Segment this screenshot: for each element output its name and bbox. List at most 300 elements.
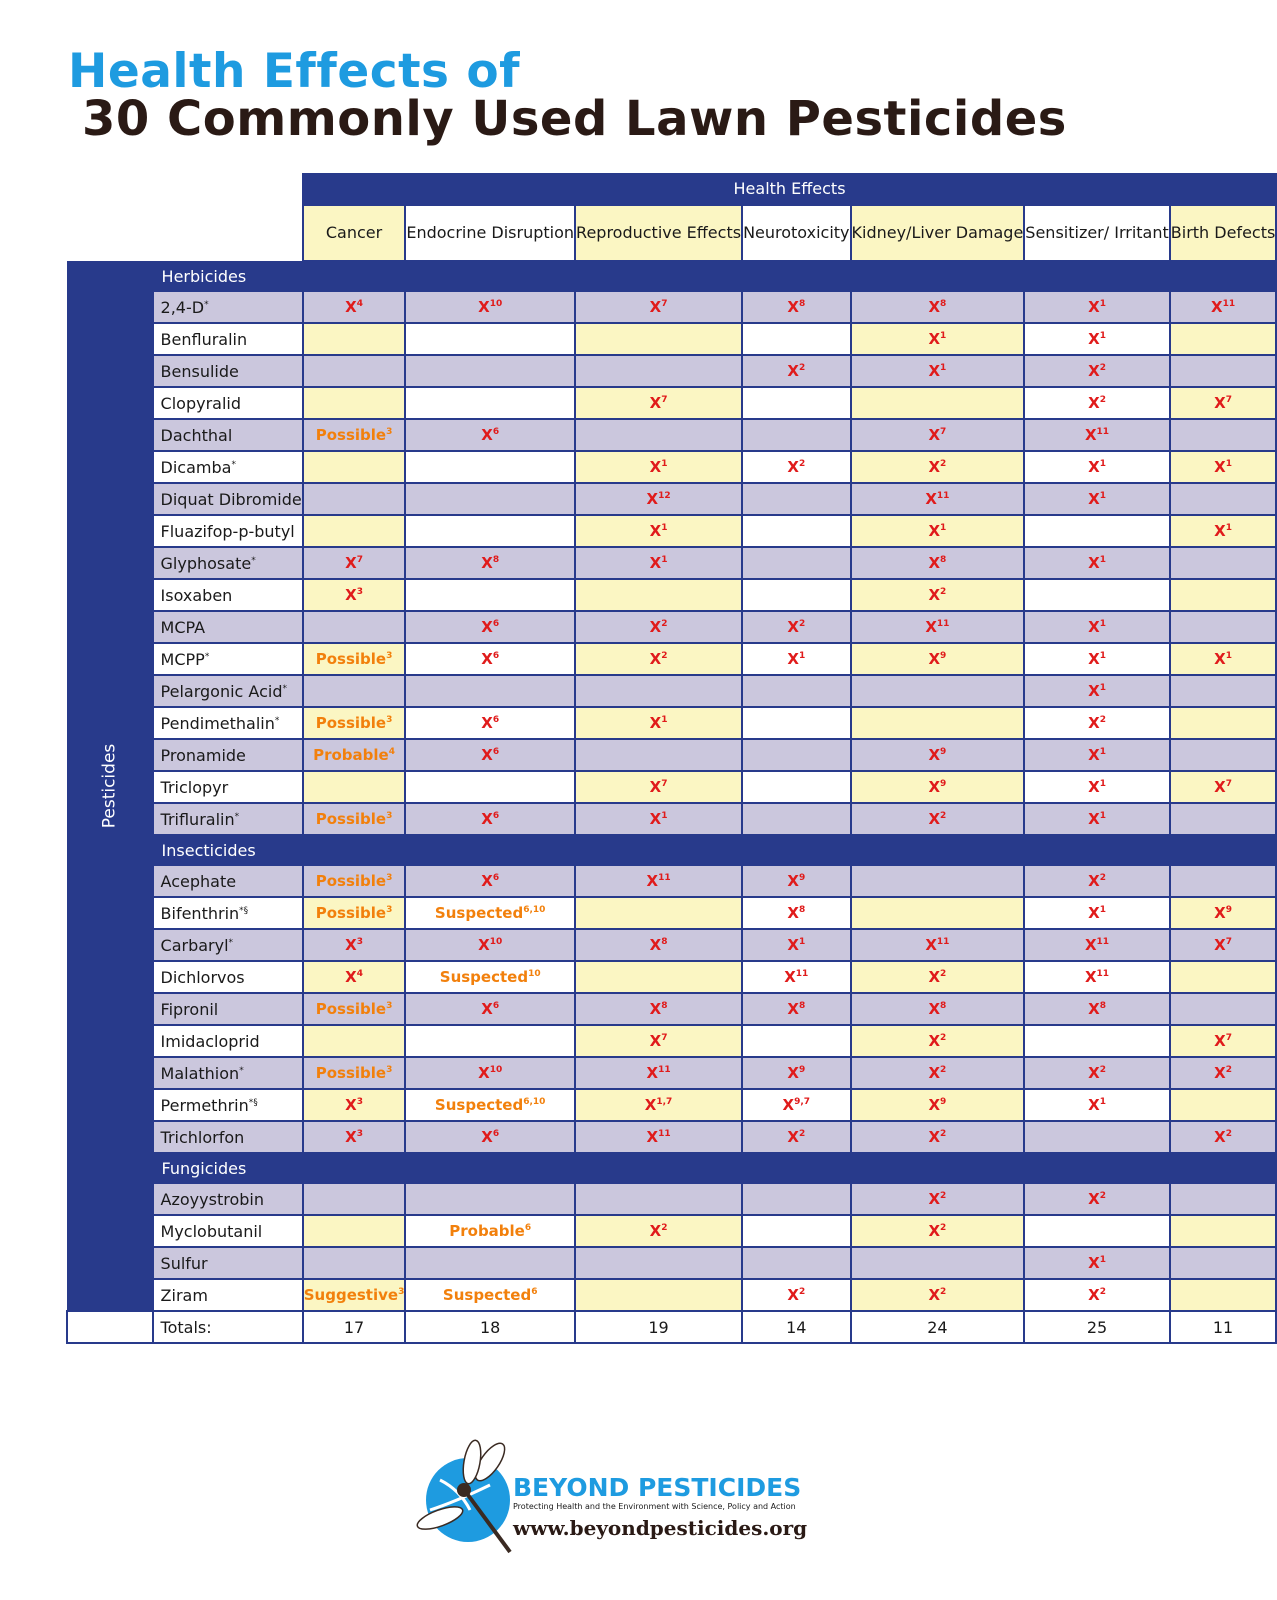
effect-cell — [742, 323, 850, 355]
effect-cell — [1024, 451, 1169, 483]
section-header: Fungicides — [153, 1153, 1277, 1183]
effect-cell — [1024, 1025, 1169, 1057]
effect-marker: $X^2$ — [1088, 1064, 1106, 1082]
table-row — [67, 1215, 1276, 1247]
effect-cell — [742, 707, 850, 739]
effect-marker: $X^1$ — [1088, 1254, 1106, 1272]
pesticide-name: MCPP* — [153, 643, 303, 675]
effect-marker: $X^{11}$ — [646, 1128, 671, 1146]
effect-cell — [742, 611, 850, 643]
effect-marker: Possible$^3$ — [315, 904, 393, 922]
effect-cell — [742, 291, 850, 323]
effect-marker: $X^2$ — [649, 1222, 668, 1240]
effect-cell — [405, 643, 575, 675]
effect-cell — [851, 1247, 1025, 1279]
effect-cell — [1170, 611, 1277, 643]
effect-cell — [1170, 707, 1277, 739]
effect-cell — [1024, 1089, 1169, 1121]
pesticide-name: Carbaryl* — [153, 929, 303, 961]
effect-cell — [742, 675, 850, 707]
effect-marker: $X^{10}$ — [478, 936, 503, 954]
effect-cell — [1024, 1215, 1169, 1247]
effect-marker: $X^1$ — [787, 650, 806, 668]
effect-cell — [1024, 579, 1169, 611]
effect-cell — [1170, 1215, 1277, 1247]
table-row — [67, 961, 1276, 993]
footnote-mark: * — [251, 555, 256, 566]
table-row — [67, 451, 1276, 483]
effect-marker: Possible$^3$ — [315, 714, 393, 732]
effect-cell — [405, 579, 575, 611]
table-body — [67, 173, 1276, 1343]
effect-marker: Probable$^6$ — [449, 1222, 532, 1240]
effect-marker: $X^1$ — [1088, 458, 1106, 476]
table-row — [67, 1183, 1276, 1215]
effect-cell — [405, 451, 575, 483]
effect-cell — [1024, 1057, 1169, 1089]
effect-marker: $X^6$ — [481, 1128, 500, 1146]
effect-marker: $X^2$ — [1088, 1286, 1106, 1304]
section-header: Herbicides — [153, 261, 1277, 291]
pesticide-name: Triclopyr — [153, 771, 303, 803]
effect-cell — [405, 323, 575, 355]
effect-cell — [405, 291, 575, 323]
effect-marker: $X^8$ — [928, 298, 947, 316]
effect-marker: $X^6$ — [481, 872, 500, 890]
effect-cell — [1024, 1183, 1169, 1215]
effect-cell — [405, 611, 575, 643]
effect-marker: $X^3$ — [345, 586, 363, 604]
effect-marker: $X^7$ — [649, 298, 668, 316]
effect-marker: $X^{10}$ — [478, 1064, 503, 1082]
effect-cell — [575, 1279, 742, 1311]
effect-marker: $X^2$ — [928, 1286, 947, 1304]
pesticide-name: Azoyystrobin — [153, 1183, 303, 1215]
effect-cell — [851, 707, 1025, 739]
effect-cell — [1170, 865, 1277, 897]
effect-marker: $X^6$ — [481, 810, 500, 828]
effect-cell — [742, 1025, 850, 1057]
effect-cell — [575, 897, 742, 929]
effect-cell — [742, 803, 850, 835]
effect-cell — [1024, 961, 1169, 993]
effect-marker: $X^6$ — [481, 714, 500, 732]
effect-cell — [405, 1121, 575, 1153]
effect-cell — [405, 515, 575, 547]
effect-cell — [405, 387, 575, 419]
effect-cell — [405, 483, 575, 515]
effect-marker: $X^{11}$ — [925, 618, 950, 636]
column-header: Kidney/Liver Damage — [851, 205, 1025, 261]
pesticide-name: Fluazifop-p-butyl — [153, 515, 303, 547]
total-value: 25 — [1024, 1311, 1169, 1343]
effect-marker: $X^7$ — [649, 1032, 668, 1050]
effect-cell — [1170, 897, 1277, 929]
effect-cell — [575, 579, 742, 611]
effect-cell — [405, 961, 575, 993]
effect-cell — [851, 451, 1025, 483]
effect-marker: $X^2$ — [928, 810, 947, 828]
table-row — [67, 611, 1276, 643]
footnote-mark: * — [231, 459, 236, 470]
pesticide-name: Malathion* — [153, 1057, 303, 1089]
pesticide-name: Pendimethalin* — [153, 707, 303, 739]
pesticide-name: Bensulide — [153, 355, 303, 387]
org-url[interactable]: www.beyondpesticides.org — [513, 1516, 808, 1540]
effect-cell — [742, 387, 850, 419]
effect-cell — [303, 1247, 406, 1279]
effect-cell — [1024, 643, 1169, 675]
footnote-mark: *§ — [239, 905, 249, 916]
effect-cell — [851, 1089, 1025, 1121]
effect-marker: Suspected$^{6,10}$ — [434, 1096, 546, 1114]
effect-cell — [303, 1279, 406, 1311]
effect-marker: X$^{9,7}$ — [782, 1096, 811, 1114]
effect-marker: $X^7$ — [928, 426, 947, 444]
column-header: Cancer — [303, 205, 406, 261]
table-row — [67, 897, 1276, 929]
effect-marker: $X^6$ — [481, 650, 500, 668]
pesticide-name: Benfluralin — [153, 323, 303, 355]
effect-cell — [575, 483, 742, 515]
effect-cell — [1024, 675, 1169, 707]
effect-marker: Possible$^3$ — [315, 650, 393, 668]
effect-cell — [1024, 355, 1169, 387]
effect-marker: $X^2$ — [928, 1032, 947, 1050]
table-row — [67, 865, 1276, 897]
effect-cell — [575, 355, 742, 387]
table-row — [67, 1025, 1276, 1057]
effect-marker: $X^{11}$ — [925, 490, 950, 508]
effect-cell — [303, 1057, 406, 1089]
effect-marker: $X^1$ — [649, 522, 668, 540]
effect-cell — [1024, 1247, 1169, 1279]
effect-marker: $X^6$ — [481, 618, 500, 636]
effect-marker: $X^{10}$ — [478, 298, 503, 316]
effect-marker: $X^9$ — [928, 778, 947, 796]
effect-cell — [742, 515, 850, 547]
effect-cell — [575, 547, 742, 579]
effect-cell — [1170, 961, 1277, 993]
effect-cell — [1170, 643, 1277, 675]
table-row — [67, 1057, 1276, 1089]
effect-cell — [1170, 483, 1277, 515]
table-row — [67, 1089, 1276, 1121]
table-row — [67, 739, 1276, 771]
effect-cell — [1024, 897, 1169, 929]
effect-marker: $X^1$ — [928, 362, 947, 380]
effect-cell — [1170, 803, 1277, 835]
effect-marker: $X^2$ — [787, 1128, 806, 1146]
effect-marker: $X^1$ — [649, 554, 668, 572]
effect-marker: $X^2$ — [928, 1064, 947, 1082]
total-value: 18 — [405, 1311, 575, 1343]
pesticides-side-label: Pesticides — [67, 261, 153, 1311]
effect-cell — [303, 419, 406, 451]
effect-cell — [742, 739, 850, 771]
effect-cell — [575, 1025, 742, 1057]
effect-marker: X$^{1,7}$ — [644, 1096, 673, 1114]
effect-marker: $X^1$ — [1214, 458, 1232, 476]
effect-marker: $X^2$ — [1214, 1128, 1232, 1146]
effect-marker: $X^3$ — [345, 1128, 363, 1146]
effect-cell — [303, 355, 406, 387]
effect-cell — [405, 1089, 575, 1121]
effect-cell — [851, 961, 1025, 993]
effect-cell — [742, 1247, 850, 1279]
effect-marker: $X^2$ — [928, 458, 947, 476]
effect-cell — [1170, 355, 1277, 387]
totals-label: Totals: — [153, 1311, 303, 1343]
effect-cell — [405, 1215, 575, 1247]
effect-marker: $X^{12}$ — [646, 490, 671, 508]
column-header: Birth Defects — [1170, 205, 1277, 261]
effect-cell — [742, 897, 850, 929]
effect-marker: Possible$^3$ — [315, 426, 393, 444]
footnote-mark: * — [234, 811, 240, 822]
table-row — [67, 993, 1276, 1025]
total-value: 14 — [742, 1311, 850, 1343]
effect-cell — [303, 483, 406, 515]
pesticide-name: Permethrin*§ — [153, 1089, 303, 1121]
effect-marker: $X^9$ — [787, 1064, 806, 1082]
effect-marker: Possible$^3$ — [315, 810, 393, 828]
table-row — [67, 929, 1276, 961]
footnote-mark: * — [204, 651, 210, 662]
pesticide-name: Trichlorfon — [153, 1121, 303, 1153]
effect-cell — [1024, 771, 1169, 803]
effect-cell — [742, 993, 850, 1025]
effect-marker: $X^6$ — [481, 746, 500, 764]
effect-cell — [1024, 515, 1169, 547]
table-row — [67, 643, 1276, 675]
effect-cell — [742, 643, 850, 675]
effect-marker: $X^{11}$ — [784, 968, 809, 986]
effect-marker: $X^9$ — [928, 746, 947, 764]
health-effects-table — [66, 173, 1277, 1344]
effect-cell — [1024, 547, 1169, 579]
footnote-mark: * — [239, 1065, 244, 1076]
effect-cell — [575, 643, 742, 675]
footnote-mark: * — [204, 299, 209, 310]
effect-marker: $X^1$ — [1088, 298, 1106, 316]
effect-marker: $X^1$ — [1088, 810, 1106, 828]
org-name: BEYOND PESTICIDES — [513, 1473, 802, 1502]
effect-cell — [575, 323, 742, 355]
effect-marker: $X^{11}$ — [646, 872, 671, 890]
pesticide-name: Ziram — [153, 1279, 303, 1311]
pesticide-name: Diquat Dibromide — [153, 483, 303, 515]
effect-cell — [1024, 1279, 1169, 1311]
total-value: 19 — [575, 1311, 742, 1343]
effect-cell — [575, 291, 742, 323]
effect-marker: $X^8$ — [787, 298, 806, 316]
effect-cell — [303, 515, 406, 547]
effect-cell — [742, 929, 850, 961]
effect-cell — [1024, 419, 1169, 451]
effect-marker: $X^2$ — [649, 650, 668, 668]
effect-cell — [851, 929, 1025, 961]
effect-cell — [405, 419, 575, 451]
column-header: Sensitizer/ Irritant — [1024, 205, 1169, 261]
pesticide-name: Isoxaben — [153, 579, 303, 611]
effect-cell — [405, 1247, 575, 1279]
effect-cell — [1024, 323, 1169, 355]
total-value: 24 — [851, 1311, 1025, 1343]
table-row — [67, 579, 1276, 611]
effect-cell — [303, 1025, 406, 1057]
effect-cell — [575, 771, 742, 803]
effect-cell — [303, 675, 406, 707]
effect-marker: Possible$^3$ — [315, 872, 393, 890]
pesticide-name: Acephate — [153, 865, 303, 897]
effect-marker: $X^9$ — [928, 1096, 947, 1114]
effect-cell — [1170, 419, 1277, 451]
effect-cell — [303, 961, 406, 993]
effect-marker: Suspected$^{6,10}$ — [434, 904, 546, 922]
pesticide-name: Trifluralin* — [153, 803, 303, 835]
effect-marker: $X^8$ — [928, 554, 947, 572]
effect-cell — [742, 579, 850, 611]
effect-marker: $X^2$ — [1088, 714, 1106, 732]
pesticide-name: Clopyralid — [153, 387, 303, 419]
effect-cell — [303, 803, 406, 835]
effect-marker: $X^2$ — [1214, 1064, 1232, 1082]
effect-cell — [405, 707, 575, 739]
table-row — [67, 803, 1276, 835]
effect-marker: $X^1$ — [1214, 650, 1232, 668]
effect-marker: $X^2$ — [1088, 362, 1106, 380]
effect-cell — [851, 515, 1025, 547]
effect-marker: $X^6$ — [481, 1000, 500, 1018]
effect-cell — [1024, 803, 1169, 835]
effect-cell — [851, 1183, 1025, 1215]
title-line-2: 30 Commonly Used Lawn Pesticides — [82, 91, 1067, 147]
org-tagline: Protecting Health and the Environment with Science, Policy and Action — [513, 1502, 796, 1511]
effect-marker: $X^7$ — [345, 554, 363, 572]
column-header: Endocrine Disruption — [405, 205, 575, 261]
effect-cell — [575, 803, 742, 835]
effect-marker: $X^2$ — [928, 1190, 947, 1208]
effect-marker: $X^1$ — [1088, 554, 1106, 572]
effect-marker: $X^7$ — [1214, 1032, 1232, 1050]
effect-marker: $X^9$ — [1214, 904, 1232, 922]
effect-cell — [1024, 611, 1169, 643]
effect-marker: $X^2$ — [928, 968, 947, 986]
effect-cell — [405, 993, 575, 1025]
title-line-1: Health Effects of — [68, 44, 521, 99]
table-row — [67, 483, 1276, 515]
table-row — [67, 291, 1276, 323]
effect-marker: Possible$^3$ — [315, 1000, 393, 1018]
effect-marker: $X^3$ — [345, 936, 363, 954]
effect-marker: $X^2$ — [928, 1128, 947, 1146]
pesticide-name: Pronamide — [153, 739, 303, 771]
effect-cell — [405, 355, 575, 387]
effect-cell — [405, 739, 575, 771]
effect-cell — [575, 387, 742, 419]
table-row — [67, 355, 1276, 387]
table-row — [67, 547, 1276, 579]
effect-cell — [851, 993, 1025, 1025]
effect-cell — [851, 1215, 1025, 1247]
effect-cell — [1024, 387, 1169, 419]
effect-cell — [575, 451, 742, 483]
effect-marker: $X^{11}$ — [1084, 426, 1110, 444]
effect-marker: Suspected$^6$ — [442, 1286, 538, 1304]
effect-cell — [405, 675, 575, 707]
effect-cell — [851, 291, 1025, 323]
health-effects-header: Health Effects — [303, 173, 1277, 205]
effect-cell — [303, 323, 406, 355]
effect-cell — [575, 739, 742, 771]
effect-marker: $X^{11}$ — [925, 936, 950, 954]
effect-marker: $X^8$ — [1088, 1000, 1106, 1018]
effect-marker: $X^7$ — [649, 394, 668, 412]
effect-marker: $X^{11}$ — [1084, 968, 1110, 986]
effect-cell — [742, 1089, 850, 1121]
effect-cell — [303, 291, 406, 323]
effect-marker: $X^2$ — [1088, 872, 1106, 890]
effect-cell — [575, 611, 742, 643]
pesticide-name: MCPA — [153, 611, 303, 643]
effect-cell — [1024, 1121, 1169, 1153]
table-row — [67, 1121, 1276, 1153]
effect-marker: $X^2$ — [1088, 1190, 1106, 1208]
footnote-mark: * — [228, 937, 234, 948]
effect-cell — [851, 865, 1025, 897]
effect-cell — [303, 739, 406, 771]
effect-cell — [1024, 993, 1169, 1025]
effect-cell — [1024, 739, 1169, 771]
effect-cell — [405, 1025, 575, 1057]
effect-cell — [851, 355, 1025, 387]
pesticide-name: Sulfur — [153, 1247, 303, 1279]
pesticide-name: Dicamba* — [153, 451, 303, 483]
effect-cell — [303, 579, 406, 611]
pesticide-name: Dichlorvos — [153, 961, 303, 993]
effect-marker: $X^2$ — [649, 618, 668, 636]
effect-cell — [1170, 291, 1277, 323]
effect-cell — [405, 771, 575, 803]
effect-marker: $X^1$ — [928, 522, 947, 540]
effect-marker: Suspected$^{10}$ — [439, 968, 541, 986]
effect-marker: $X^1$ — [1088, 650, 1106, 668]
effect-cell — [575, 1247, 742, 1279]
effect-marker: $X^9$ — [928, 650, 947, 668]
effect-cell — [405, 1183, 575, 1215]
effect-marker: $X^8$ — [787, 904, 806, 922]
effect-cell — [1024, 865, 1169, 897]
effect-cell — [851, 579, 1025, 611]
effect-cell — [575, 1057, 742, 1089]
effect-cell — [575, 961, 742, 993]
effect-cell — [405, 547, 575, 579]
effect-marker: $X^1$ — [928, 330, 947, 348]
effect-marker: $X^8$ — [649, 1000, 668, 1018]
section-header: Insecticides — [153, 835, 1277, 865]
effect-marker: Suggestive$^3$ — [303, 1286, 405, 1304]
effect-cell — [1170, 547, 1277, 579]
effect-cell — [742, 961, 850, 993]
effect-cell — [303, 1215, 406, 1247]
effect-marker: Possible$^3$ — [315, 1064, 393, 1082]
effect-cell — [742, 547, 850, 579]
effect-marker: $X^1$ — [649, 810, 668, 828]
effect-marker: $X^2$ — [928, 586, 947, 604]
effect-cell — [1024, 291, 1169, 323]
pesticide-name: Imidacloprid — [153, 1025, 303, 1057]
